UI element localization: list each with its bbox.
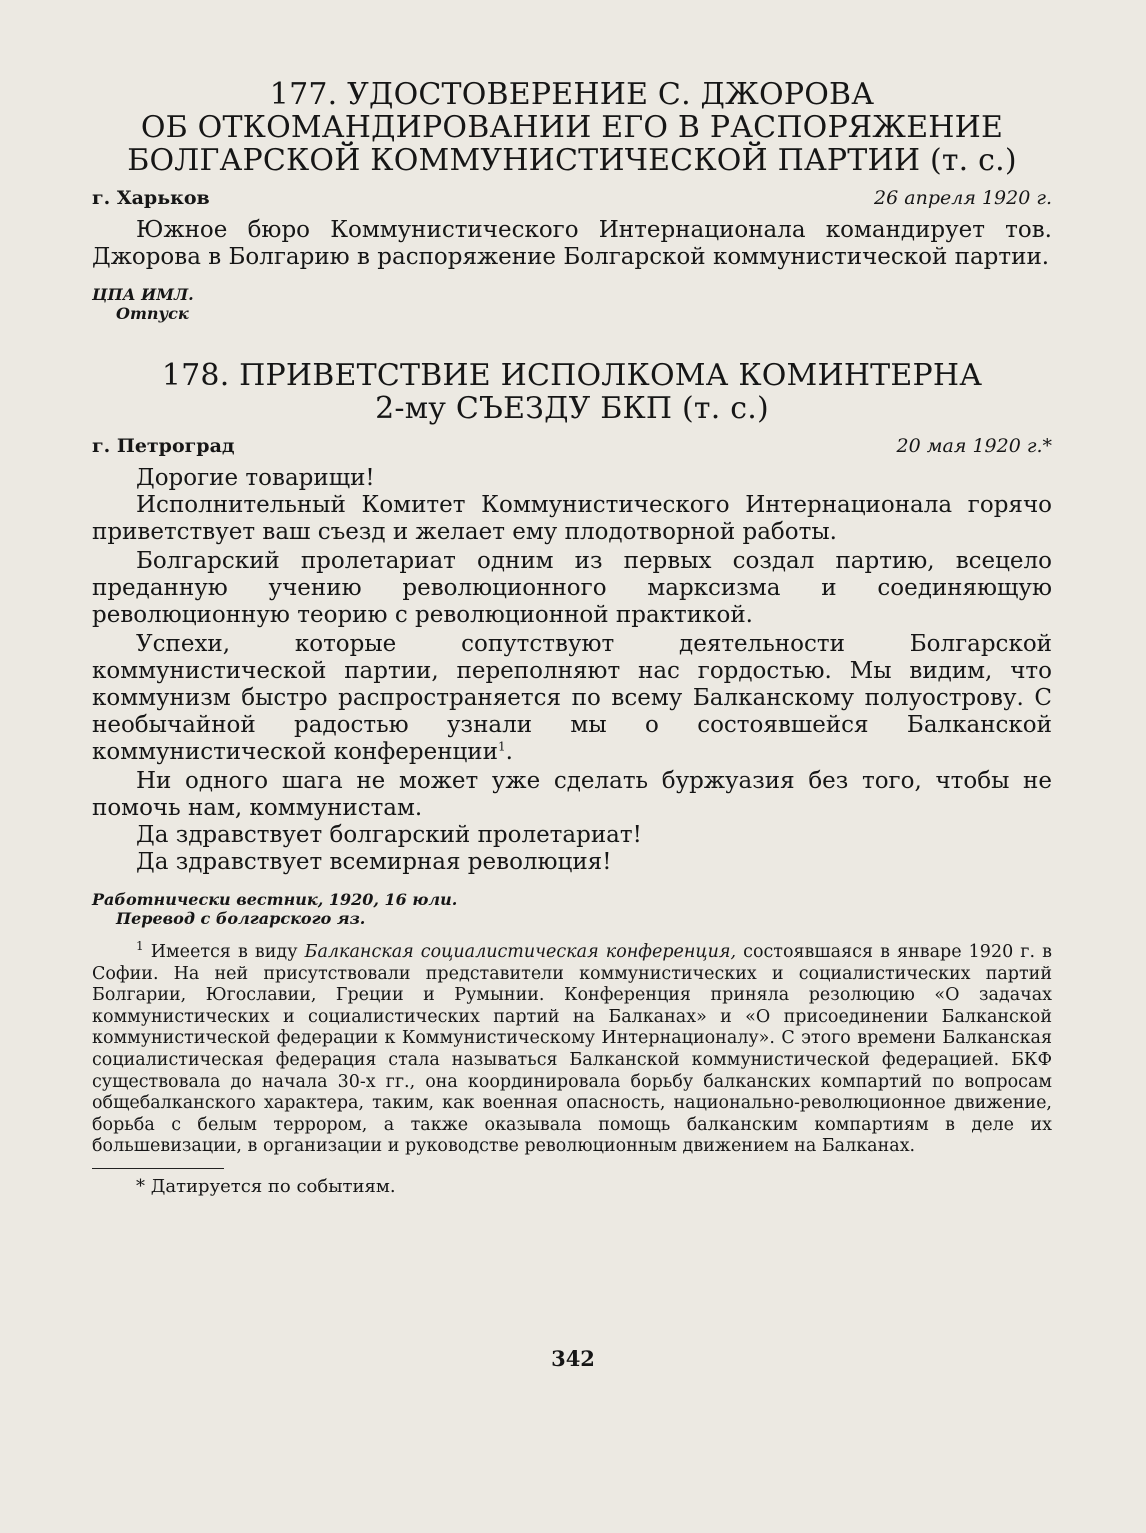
doc178-paragraph: Дорогие товарищи! <box>136 465 375 491</box>
footnote-text: состоявшаяся в январе 1920 г. в Софии. На ней присутствовали представители коммунистических и социалистических партий Болгарии, Югославии, Греции и Румынии. Конференция приняла резолюцию «О задачах коммунистических и социалистических партий на Балканах» и «О присоединении Балканской коммунистической федерации к Коммунистическому Интернационалу». С этого времени Балканская социалистическая федерация стала называться Балканской коммунистической федерацией. БКФ существовала до начала 30-х гг., она координировала борьбу балканских компартий по вопросам общебалканского характера, таким, как военная опасность, национально-революционное движение, борьба с белым террором, а также оказывала помощь балканским компартиям в деле их большевизации, в организации и руководстве революционным движением на Балканах. <box>92 942 1052 1157</box>
doc177-source-archive: ЦПА ИМЛ. <box>92 285 194 304</box>
footnote-ref: 1 <box>497 739 506 754</box>
doc178-source-translation: Перевод с болгарского яз. <box>116 909 366 928</box>
doc178-paragraph: Да здравствует всемирная революция! <box>136 849 612 875</box>
doc178-place: г. Петроград <box>92 435 235 457</box>
doc178-title <box>92 359 1052 425</box>
doc177-body <box>92 217 1052 271</box>
page-number: 342 <box>551 1346 595 1371</box>
doc177-meta <box>92 185 1052 211</box>
doc177-title-line: 177. УДОСТОВЕРЕНИЕ С. ДЖОРОВА <box>269 77 875 112</box>
doc178-source-publication: Работнически вестник, 1920, 16 юли. <box>92 890 458 909</box>
footnote-divider <box>92 1168 224 1169</box>
footnote-emphasis: Балканская социалистическая конференция, <box>304 942 737 962</box>
doc178-body <box>92 465 1052 876</box>
doc178-title-line: 178. ПРИВЕТСТВИЕ ИСПОЛКОМА КОМИНТЕРНА <box>161 358 983 393</box>
doc178-paragraph: Успехи, которые сопутствуют деятельности Болгарской коммунистической партии, переполняют нас гордостью. Мы видим, что коммунизм быстро распространяется по всему Балканскому полуострову. С необычайной радостью узнали мы о состоявшейся Балканской коммунистической конференции$^1$. <box>92 631 1052 765</box>
footnote-lead: Имеется в виду <box>143 942 305 962</box>
doc178-paragraph: Да здравствует болгарский пролетариат! <box>136 822 642 848</box>
doc178-date: 20 мая 1920 г.* <box>896 435 1052 457</box>
doc178-source <box>92 890 1052 928</box>
footnote-1 <box>92 939 1052 1158</box>
doc177-source <box>92 285 1052 323</box>
doc177-place: г. Харьков <box>92 187 210 209</box>
doc177-title-line: ОБ ОТКОМАНДИРОВАНИИ ЕГО В РАСПОРЯЖЕНИЕ <box>140 110 1004 145</box>
doc177-date: 26 апреля 1920 г. <box>874 187 1052 209</box>
footnote-dating: * Датируется по событиям. <box>136 1175 396 1197</box>
doc177-title <box>92 78 1052 177</box>
doc178-paragraph: Исполнительный Комитет Коммунистического Интернационала горячо приветствует ваш съезд и желает ему плодотворной работы. <box>92 492 1052 545</box>
doc178-paragraph: Ни одного шага не может уже сделать буржуазия без того, чтобы не помочь нам, коммунистам. <box>92 768 1052 821</box>
doc177-source-note: Отпуск <box>116 304 189 323</box>
doc178-paragraph-text: Успехи, которые сопутствуют деятельности Болгарской коммунистической партии, переполняют нас гордостью. Мы видим, что коммунизм быстро распространяется по всему Балканскому полуострову. С необычайной радостью узнали мы о состоявшейся Балканской коммунистической конференции <box>92 631 1052 765</box>
doc178-title-line: 2-му СЪЕЗДУ БКП (т. с.) <box>375 391 769 426</box>
doc178-paragraph: Болгарский пролетариат одним из первых создал партию, всецело преданную учению революционного марксизма и соединяющую революционную теорию с революционной практикой. <box>92 548 1052 628</box>
document-page <box>92 78 1052 1199</box>
doc178-meta <box>92 433 1052 459</box>
doc177-paragraph: Южное бюро Коммунистического Интернационала командирует тов. Джорова в Болгарию в распоряжение Болгарской коммунистической партии. <box>92 217 1052 270</box>
footnote-marker: 1 <box>136 939 144 954</box>
doc177-title-line: БОЛГАРСКОЙ КОММУНИСТИЧЕСКОЙ ПАРТИИ (т. с.) <box>127 143 1017 178</box>
